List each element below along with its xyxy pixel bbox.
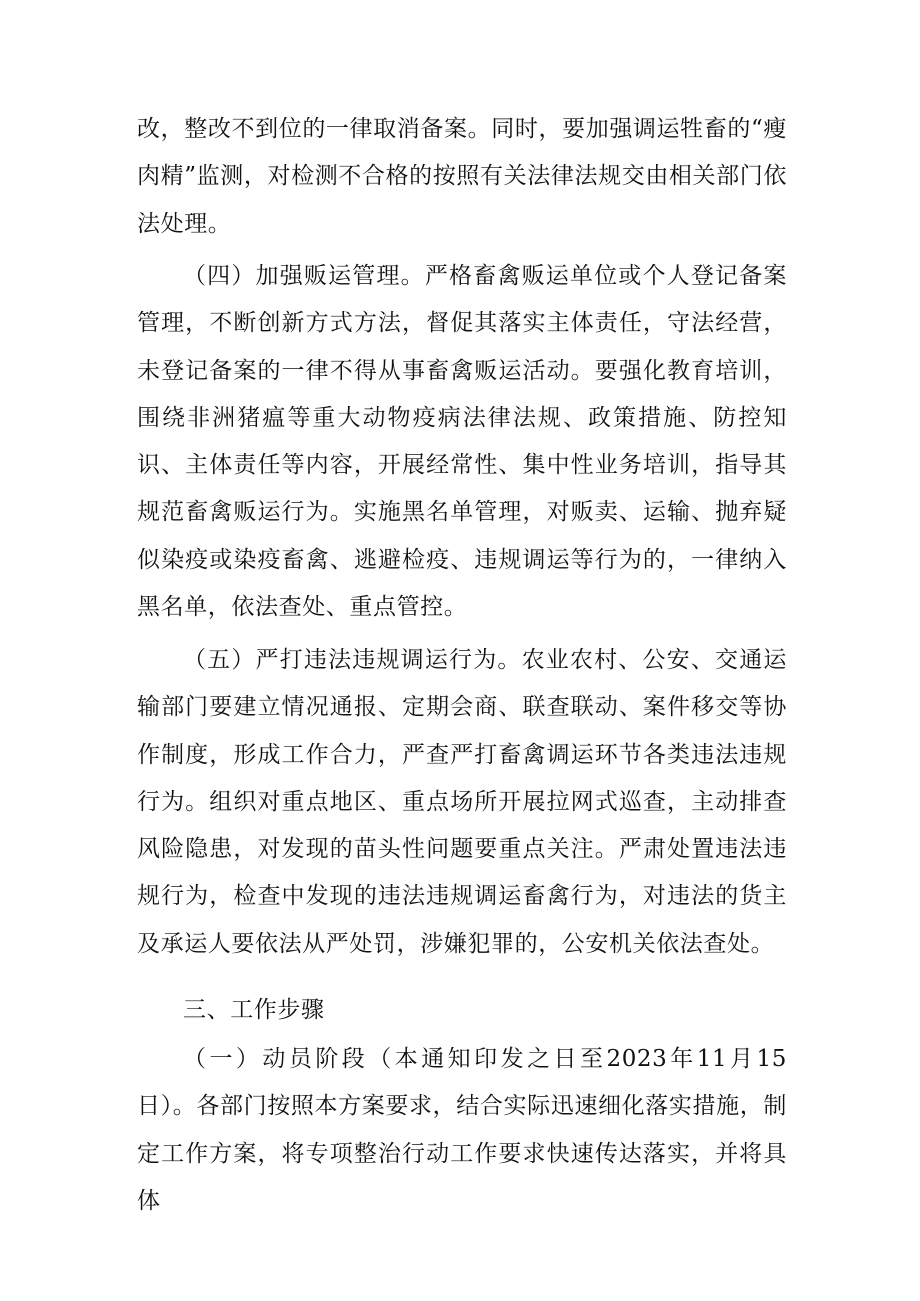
paragraph-mobilization-stage: （一）动员阶段（本通知印发之日至2023年11月15日）。各部门按照本方案要求，结合实际迅速细化落实措施，制定工作方案，将专项整治行动工作要求快速传达落实，并将具体 [137,1046,787,1214]
paragraph-trafficking-management: （四）加强贩运管理。严格畜禽贩运单位或个人登记备案管理，不断创新方式方法，督促其落实主体责任，守法经营，未登记备案的一律不得从事畜禽贩运活动。要强化教育培训，围绕非洲猪瘟等重大动物疫病法律法规、政策措施、防控知识、主体责任等内容，开展经常性、集中性业务培训，指导其规范畜禽贩运行为。实施黑名单管理，对贩卖、运输、抛弃疑似染疫或染疫畜禽、逃避检疫、违规调运等行为的，一律纳入黑名单，依法查处、重点管控。 [137,263,787,621]
paragraph-continuation: 改，整改不到位的一律取消备案。同时，要加强调运牲畜的“瘦肉精”监测，对检测不合格的按照有关法律法规交由相关部门依法处理。 [137,116,787,237]
paragraph-crackdown-violations: （五）严打违法违规调运行为。农业农村、公安、交通运输部门要建立情况通报、定期会商、联查联动、案件移交等协作制度，形成工作合力，严查严打畜禽调运环节各类违法违规行为。组织对重点地区、重点场所开展拉网式巡查，主动排查风险隐患，对发现的苗头性问题要重点关注。严肃处置违法违规行为，检查中发现的违法违规调运畜禽行为，对违法的货主及承运人要依法从严处罚，涉嫌犯罪的，公安机关依法查处。 [137,647,787,957]
section-heading-work-steps: 三、工作步骤 [183,997,325,1023]
